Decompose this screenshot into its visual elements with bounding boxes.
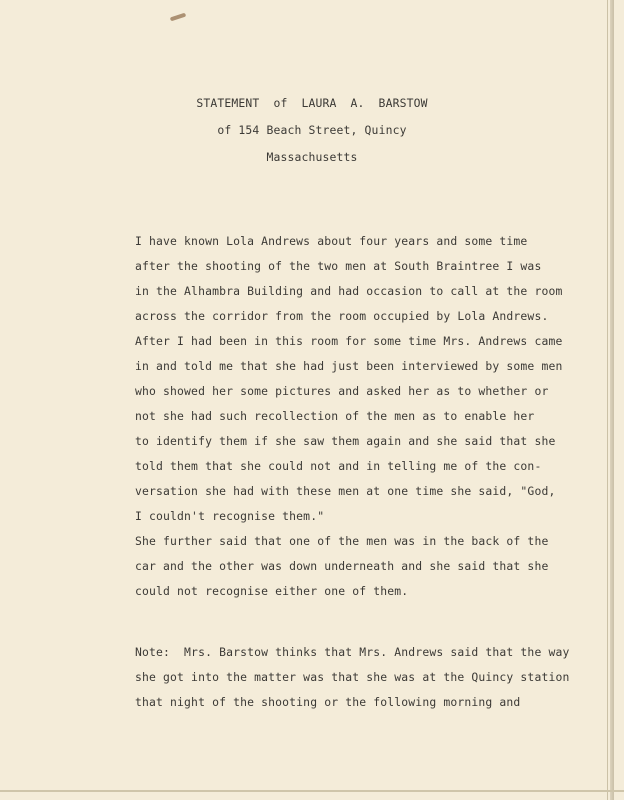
body-line: I have known Lola Andrews about four years and some time	[135, 234, 528, 248]
note-line: Note: Mrs. Barstow thinks that Mrs. Andrews said that the way	[135, 645, 570, 659]
body-line: could not recognise either one of them.	[135, 584, 409, 598]
statement-address: of 154 Beach Street, Quincy	[217, 123, 407, 137]
body-line: told them that she could not and in telling me of the con-	[135, 459, 542, 473]
page-edge	[610, 0, 614, 800]
body-line: to identify them if she saw them again and she said that she	[135, 434, 556, 448]
statement-title: STATEMENT of LAURA A. BARSTOW	[196, 96, 428, 110]
page-edge-line	[607, 0, 608, 800]
note-line: she got into the matter was that she was at the Quincy station	[135, 670, 570, 684]
body-line: After I had been in this room for some time Mrs. Andrews came	[135, 334, 563, 348]
body-line: versation she had with these men at one time she said, "God,	[135, 484, 556, 498]
body-line: not she had such recollection of the men as to enable her	[135, 409, 535, 423]
ink-mark	[170, 13, 186, 22]
body-line: in the Alhambra Building and had occasion to call at the room	[135, 284, 563, 298]
statement-state: Massachusetts	[266, 150, 358, 164]
body-line: car and the other was down underneath and she said that she	[135, 559, 549, 573]
body-line: across the corridor from the room occupied by Lola Andrews.	[135, 309, 549, 323]
body-line: in and told me that she had just been interviewed by some men	[135, 359, 563, 373]
body-line: after the shooting of the two men at South Braintree I was	[135, 259, 542, 273]
note-line: that night of the shooting or the following morning and	[135, 695, 521, 709]
body-line: She further said that one of the men was in the back of the	[135, 534, 549, 548]
page-bottom-edge	[0, 790, 624, 792]
body-line: I couldn't recognise them."	[135, 509, 325, 523]
body-line: who showed her some pictures and asked her as to whether or	[135, 384, 549, 398]
